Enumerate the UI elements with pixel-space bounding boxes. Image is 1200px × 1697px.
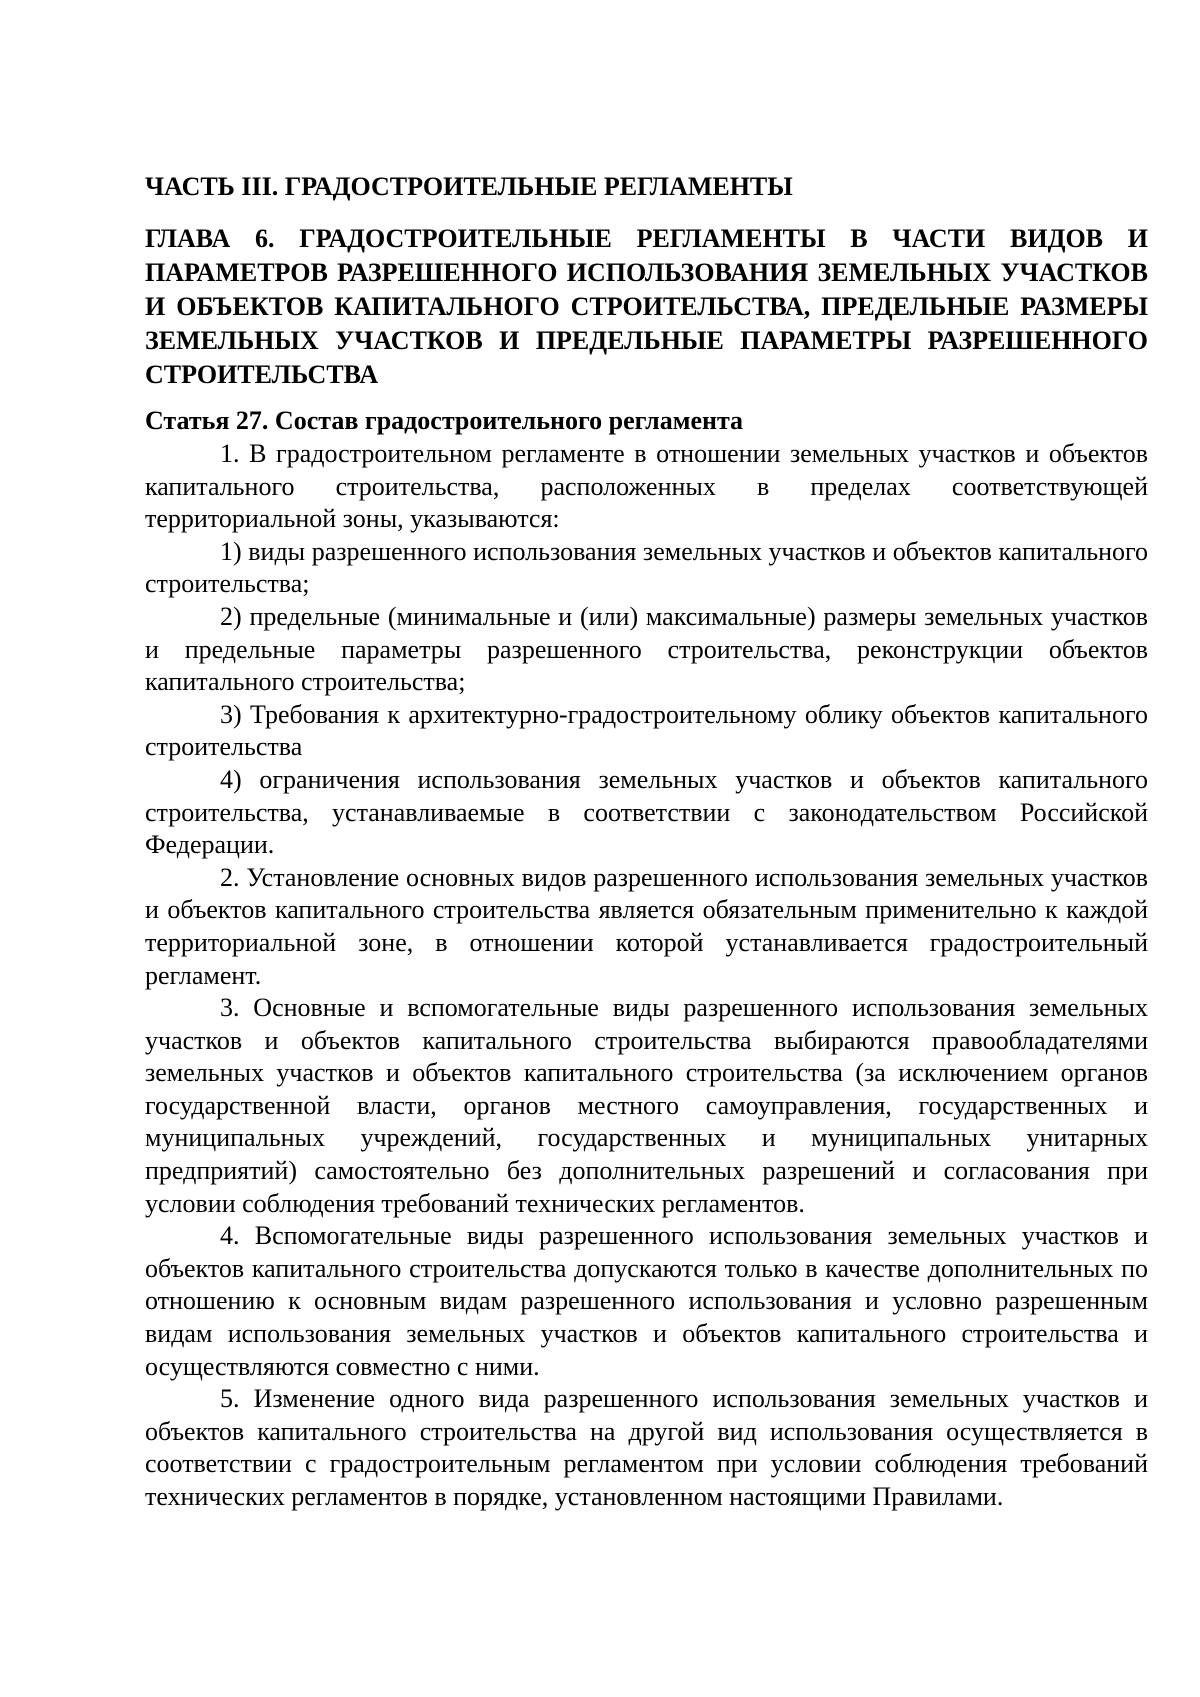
paragraph-2: 2. Установление основных видов разрешенного использования земельных участков и объектов капитального строительства является обязательным применительно к каждой территориальной зоне, в отношении которой устанавливается градостроительный регламент. <box>145 862 1148 990</box>
article-title: Статья 27. Состав градостроительного регламента <box>145 406 744 435</box>
paragraph-4: 4. Вспомогательные виды разрешенного использования земельных участков и объектов капитального строительства допускаются только в качестве дополнительных по отношению к основным видам разрешенного использования и условно разрешенным видам использования земельных участков и объектов капитального строительства и осуществляются совместно с ними. <box>145 1221 1148 1381</box>
part-title: ЧАСТЬ III. ГРАДОСТРОИТЕЛЬНЫЕ РЕГЛАМЕНТЫ <box>145 172 793 201</box>
list-item-2: 2) предельные (минимальные и (или) максимальные) размеры земельных участков и предельные параметры разрешенного строительства, реконструкции объектов капитального строительства; <box>145 601 1148 697</box>
chapter-title: ГЛАВА 6. ГРАДОСТРОИТЕЛЬНЫЕ РЕГЛАМЕНТЫ В ЧАСТИ ВИДОВ И ПАРАМЕТРОВ РАЗРЕШЕННОГО ИСПОЛЬЗОВАНИЯ ЗЕМЕЛЬНЫХ УЧАСТКОВ И ОБЪЕКТОВ КАПИТАЛЬНОГО СТРОИТЕЛЬСТВА, ПРЕДЕЛЬНЫЕ РАЗМЕРЫ ЗЕМЕЛЬНЫХ УЧАСТКОВ И ПРЕДЕЛЬНЫЕ ПАРАМЕТРЫ РАЗРЕШЕННОГО СТРОИТЕЛЬСТВА <box>145 224 1148 389</box>
list-item-1: 1) виды разрешенного использования земельных участков и объектов капитального строительства; <box>145 536 1148 599</box>
paragraph-3: 3. Основные и вспомогательные виды разрешенного использования земельных участков и объектов капитального строительства выбираются правообладателями земельных участков и объектов капитального строительства (за исключением органов государственной власти, органов местного самоуправления, государственных и муниципальных учреждений, государственных и муниципальных унитарных предприятий) самостоятельно без дополнительных разрешений и согласования при условии соблюдения требований технических регламентов. <box>145 993 1148 1218</box>
document-body <box>145 170 1148 1514</box>
paragraph-1: 1. В градостроительном регламенте в отношении земельных участков и объектов капитального строительства, расположенных в пределах соответствующей территориальной зоны, указываются: <box>145 439 1148 534</box>
list-item-3: 3) Требования к архитектурно-градостроительному облику объектов капитального строительства <box>145 699 1148 762</box>
paragraph-5: 5. Изменение одного вида разрешенного использования земельных участков и объектов капитального строительства на другой вид использования осуществляется в соответствии с градостроительным регламентом при условии соблюдения требований технических регламентов в порядке, установленном настоящими Правилами. <box>145 1384 1148 1511</box>
list-item-4: 4) ограничения использования земельных участков и объектов капитального строительства, устанавливаемые в соответствии с законодательством Российской Федерации. <box>145 764 1148 860</box>
